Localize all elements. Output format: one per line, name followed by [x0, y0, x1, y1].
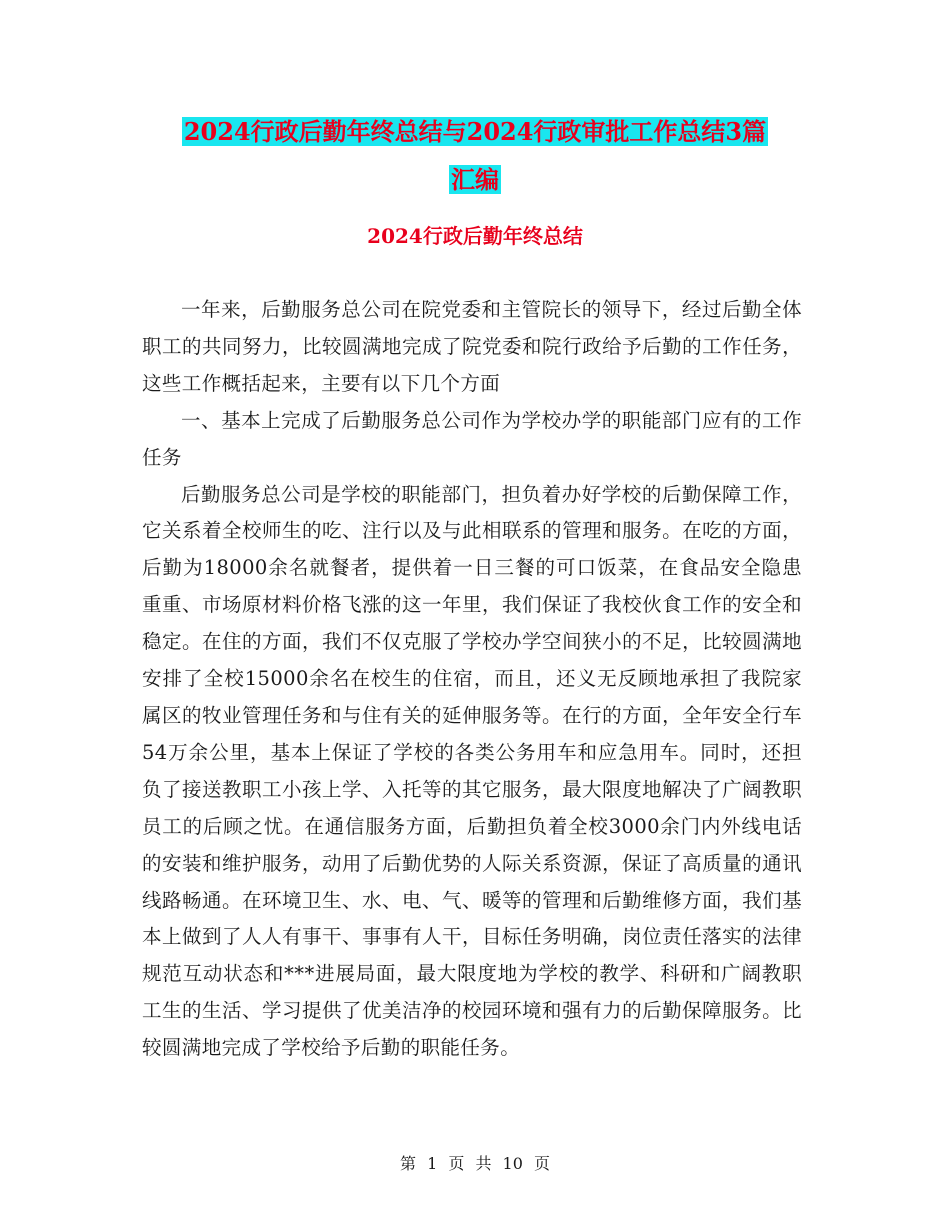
- document-title-line1: 2024行政后勤年终总结与2024行政审批工作总结3篇: [183, 117, 767, 146]
- paragraph: 一、基本上完成了后勤服务总公司作为学校办学的职能部门应有的工作任务: [142, 408, 802, 469]
- paragraph: 一年来，后勤服务总公司在院党委和主管院长的领导下，经过后勤全体职工的共同努力，比较圆满地完成了院党委和院行政给予后勤的工作任务，这些工作概括起来，主要有以下几个方面: [142, 298, 802, 395]
- section-title: 2024行政后勤年终总结: [367, 224, 583, 248]
- paragraph: 后勤服务总公司是学校的职能部门，担负着办好学校的后勤保障工作，它关系着全校师生的吃、注行以及与此相联系的管理和服务。在吃的方面，后勤为18000余名就餐者，提供着一日三餐的可口饭菜，在食品安全隐患重重、市场原材料价格飞涨的这一年里，我们保证了我校伙食工作的安全和稳定。在住的方面，我们不仅克服了学校办学空间狭小的不足，比较圆满地安排了全校15000余名在校生的住宿，而且，还义无反顾地承担了我院家属区的牧业管理任务和与住有关的延伸服务等。在行的方面，全年安全行车54万余公里，基本上保证了学校的各类公务用车和应急用车。同时，还担负了接送教职工小孩上学、入托等的其它服务，最大限度地解决了广阔教职员工的后顾之忧。在通信服务方面，后勤担负着全校3000余门内外线电话的安装和维护服务，动用了后勤优势的人际关系资源，保证了高质量的通讯线路畅通。在环境卫生、水、电、气、暖等的管理和后勤维修方面，我们基本上做到了人人有事干、事事有人干，目标任务明确，岗位责任落实的法律规范互动状态和***进展局面，最大限度地为学校的教学、科研和广阔教职工生的生活、学习提供了优美洁净的校园环境和强有力的后勤保障服务。比较圆满地完成了学校给予后勤的职能任务。: [142, 482, 802, 1060]
- page-footer: 第 1 页 共 10 页: [400, 1154, 550, 1173]
- document-title: [140, 108, 810, 204]
- document-title-line2: 汇编: [451, 165, 499, 194]
- document-body: [142, 292, 802, 1067]
